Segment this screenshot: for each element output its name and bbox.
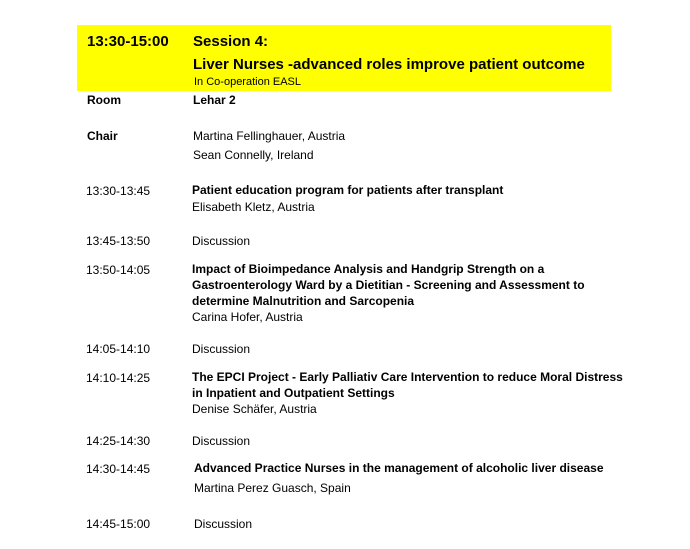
talk-title: Patient education program for patients after transplant (192, 183, 504, 197)
chair-label: Chair (87, 129, 118, 143)
talk-title: in Inpatient and Outpatient Settings (192, 386, 395, 400)
item-time: 13:50-14:05 (86, 263, 151, 277)
item-time: 14:25-14:30 (86, 434, 151, 448)
session-number: Session 4: (193, 33, 269, 50)
discussion-label: Discussion (194, 517, 253, 531)
session-title: Liver Nurses -advanced roles improve patient outcome (193, 56, 585, 73)
talk-speaker: Denise Schäfer, Austria (192, 402, 317, 416)
item-time: 14:45-15:00 (86, 517, 151, 531)
session-time: 13:30-15:00 (87, 33, 169, 50)
talk-title: determine Malnutrition and Sarcopenia (192, 294, 415, 308)
talk-title: The EPCI Project - Early Palliativ Care Intervention to reduce Moral Distress (192, 370, 623, 384)
chair-name: Sean Connelly, Ireland (193, 148, 314, 162)
chair-name: Martina Fellinghauer, Austria (193, 129, 346, 143)
discussion-label: Discussion (192, 342, 251, 356)
talk-speaker: Elisabeth Kletz, Austria (192, 200, 315, 214)
discussion-label: Discussion (192, 434, 251, 448)
item-time: 14:10-14:25 (86, 371, 151, 385)
talk-speaker: Carina Hofer, Austria (192, 310, 303, 324)
talk-title: Gastroenterology Ward by a Dietitian - Screening and Assessment to (192, 278, 585, 292)
talk-title: Impact of Bioimpedance Analysis and Handgrip Strength on a (192, 262, 545, 276)
room-label: Room (87, 93, 121, 107)
discussion-label: Discussion (192, 234, 251, 248)
session-cooperation: In Co-operation EASL (194, 76, 302, 88)
room-value: Lehar 2 (193, 93, 236, 107)
item-time: 14:30-14:45 (86, 462, 151, 476)
item-time: 13:45-13:50 (86, 234, 151, 248)
item-time: 13:30-13:45 (86, 184, 151, 198)
talk-title: Advanced Practice Nurses in the management of alcoholic liver disease (194, 461, 604, 475)
talk-speaker: Martina Perez Guasch, Spain (194, 481, 351, 495)
item-time: 14:05-14:10 (86, 342, 151, 356)
